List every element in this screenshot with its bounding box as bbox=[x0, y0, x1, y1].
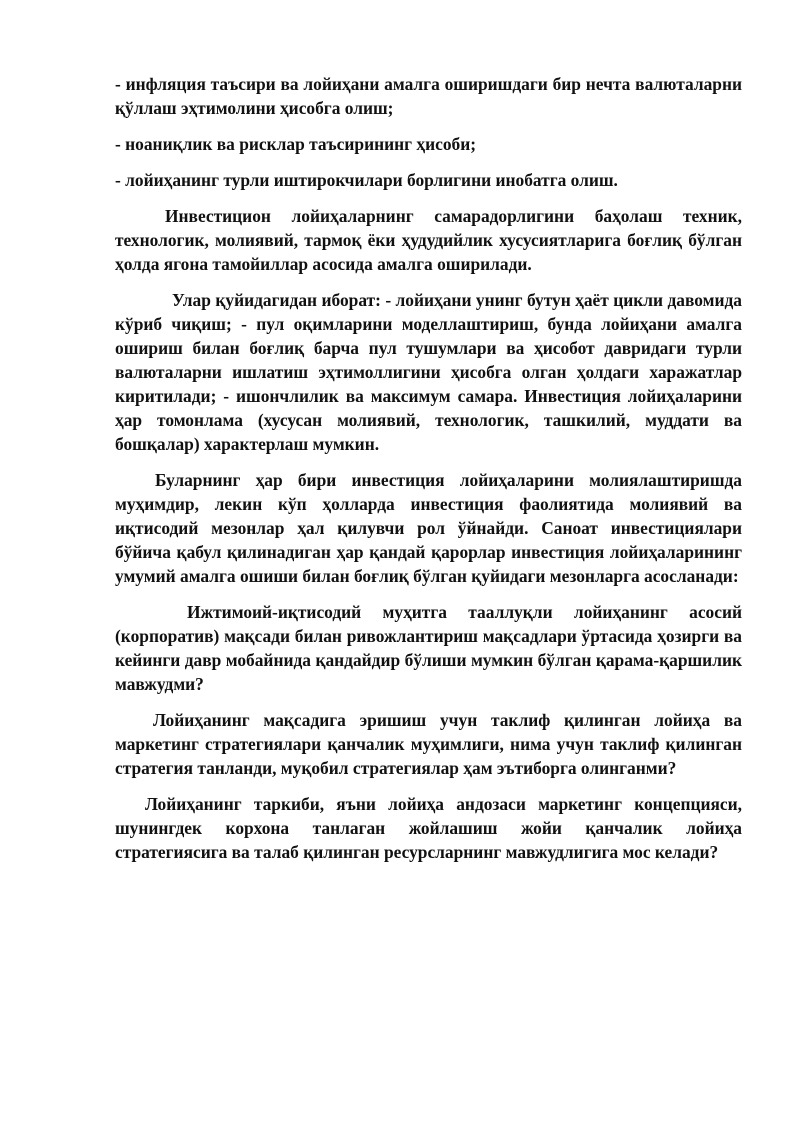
paragraph-efficiency: Инвестицион лойиҳаларнинг самарадорлигини баҳолаш техник, технологик, молиявий, тармоқ ёки ҳудудийлик хусусиятларига боғлиқ бўлган ҳолда ягона тамойиллар асосида амалга оширилади. bbox=[115, 206, 742, 274]
paragraph-principles: Улар қуйидагидан иборат: - лойиҳани унинг бутун ҳаёт цикли давомида кўриб чиқиш; - пул оқимларини моделлаштириш, бунда лойиҳани амалга ошириш билан боғлиқ барча пул тушумлари ва ҳисобот давридаги турли валюталарни ишлатиш эҳтимоллигини ҳисобга олган ҳолдаги харажатлар киритилади; - ишончлилик ва максимум самара. Инвестиция лойиҳаларини ҳар томонлама (хусусан молиявий, технологик, ташкилий, муддати ва бошқалар) характерлаш мумкин. bbox=[115, 290, 742, 454]
document-page bbox=[115, 72, 742, 864]
paragraph-question-structure: Лойиҳанинг таркиби, яъни лойиҳа андозаси маркетинг концепцияси, шунингдек корхона танлаган жойлашиш жойи қанчалик лойиҳа стратегиясига ва талаб қилинган ресурсларнинг мавжудлигига мос келади? bbox=[115, 794, 742, 862]
paragraph-question-strategy: Лойиҳанинг мақсадига эришиш учун таклиф қилинган лойиҳа ва маркетинг стратегиялари қанчалик муҳимлиги, нима учун таклиф қилинган стратегия танланди, муқобил стратегиялар ҳам эътиборга олинганми? bbox=[115, 710, 742, 778]
paragraph-criteria: Буларнинг ҳар бири инвестиция лойиҳаларини молиялаштиришда муҳимдир, лекин кўп ҳолларда инвестиция фаолиятида молиявий ва иқтисодий мезонлар ҳал қилувчи рол ўйнайди. Саноат инвестициялари бўйича қабул қилинадиган ҳар қандай қарорлар инвестиция лойиҳаларининг умумий амалга ошиши билан боғлиқ бўлган қуйидаги мезонларга асосланади: bbox=[115, 470, 742, 586]
paragraph-uncertainty: - ноаниқлик ва рисклар таъсирининг ҳисоби; bbox=[115, 134, 477, 154]
paragraph-participants: - лойиҳанинг турли иштирокчилари борлигини инобатга олиш. bbox=[115, 170, 618, 190]
paragraph-inflation: - инфляция таъсири ва лойиҳани амалга оширишдаги бир нечта валюталарни қўллаш эҳтимолини ҳисобга олиш; bbox=[115, 74, 742, 118]
paragraph-question-social: Ижтимоий-иқтисодий муҳитга тааллуқли лойиҳанинг асосий (корпоратив) мақсади билан ривожлантириш мақсадлари ўртасида ҳозирги ва кейинги давр мобайнида қандайдир бўлиши мумкин бўлган қарама-қаршилик мавжудми? bbox=[115, 602, 742, 694]
